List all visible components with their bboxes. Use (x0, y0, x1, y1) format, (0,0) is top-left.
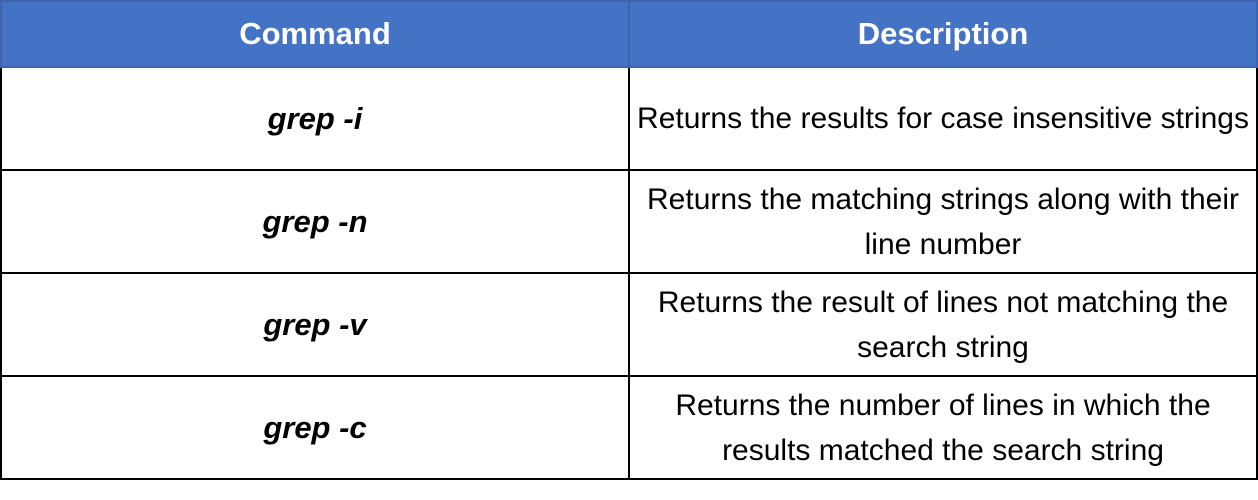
command-column-header: Command (1, 1, 629, 67)
table-row (1, 376, 1257, 479)
table-row (1, 170, 1257, 273)
table-header-row (1, 1, 1257, 67)
command-cell: grep -c (1, 376, 629, 479)
description-cell: Returns the number of lines in which the results matched the search string (629, 376, 1257, 479)
table-row (1, 67, 1257, 170)
description-cell: Returns the result of lines not matching the search string (629, 273, 1257, 376)
description-cell: Returns the matching strings along with their line number (629, 170, 1257, 273)
description-cell: Returns the results for case insensitive strings (629, 67, 1257, 170)
command-cell: grep -n (1, 170, 629, 273)
command-cell: grep -v (1, 273, 629, 376)
command-cell: grep -i (1, 67, 629, 170)
table-row (1, 273, 1257, 376)
description-column-header: Description (629, 1, 1257, 67)
